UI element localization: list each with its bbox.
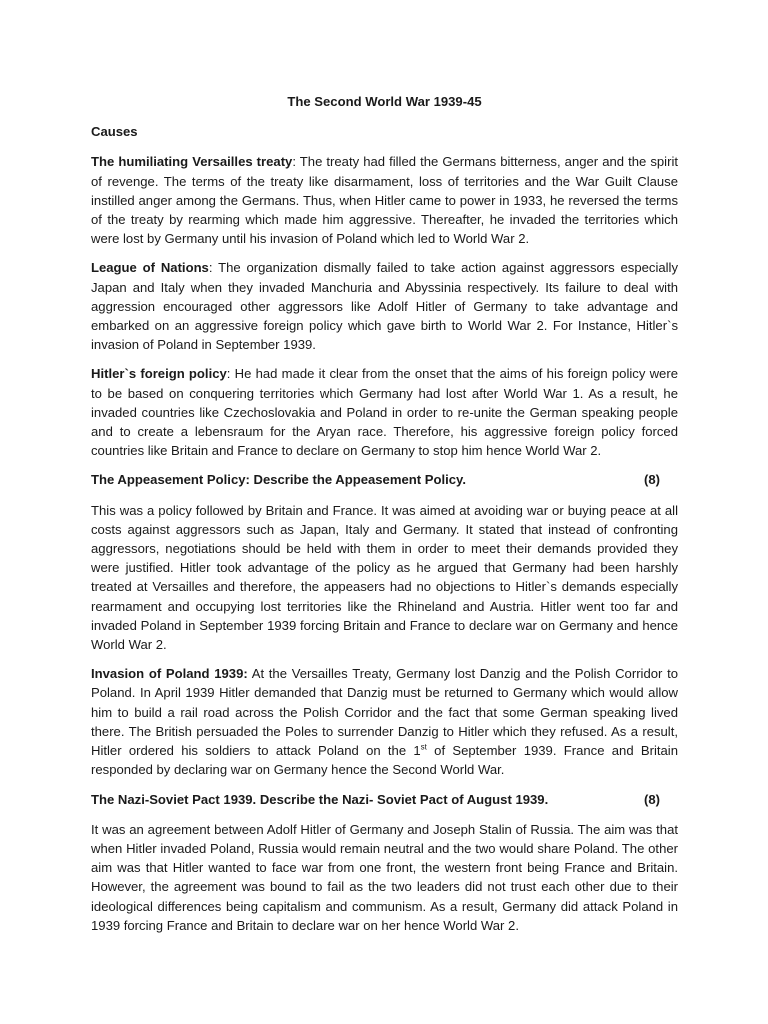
body-versailles: : The treaty had filled the Germans bitterness, anger and the spirit of revenge. The terms of the treaty like disarmament, loss of territories and the War Guilt Clause instilled anger among the Germans. Thus, when Hitler came to power in 1933, he reversed the terms of the treaty by rearming which made him aggressive. Thereafter, he invaded the territories which were lost by Germany until his invasion of Poland which led to World War 2. (91, 154, 678, 247)
paragraph-versailles (91, 152, 678, 248)
lead-versailles: The humiliating Versailles treaty (91, 154, 293, 170)
causes-heading: Causes (91, 124, 138, 140)
body-poland-a: At the Versailles Treaty, Germany lost Danzig and the Polish Corridor to Poland. In April 1939 Hitler demanded that Danzig must be returned to Germany which would allow him to build a rail road across the Polish Corridor and the fact that some German speaking lived there. The British persuaded the Poles to surrender Danzig to Hitler which they refused. As a result, Hitler ordered his soldiers to attack Poland on the 1 (91, 666, 679, 759)
question-nazi-soviet (91, 790, 678, 809)
document-page (91, 92, 678, 945)
lead-foreign-policy: Hitler`s foreign policy (91, 366, 227, 382)
paragraph-nazi-soviet: It was an agreement between Adolf Hitler of Germany and Joseph Stalin of Russia. The aim was that when Hitler invaded Poland, Russia would remain neutral and the two would share Poland. The other aim was that Hitler wanted to face war from one front, the western front being France and Britain. However, the agreement was bound to fail as the two leaders did not trust each other due to their ideological differences being capitalism and communism. As a result, Germany did attack Poland in 1939 forcing France and Britain to declare war on her hence World War 2. (91, 821, 678, 933)
body-foreign-policy: : He had made it clear from the onset that the aims of his foreign policy were to be based on conquering territories which Germany had lost after World War 1. As a result, he invaded countries like Czechoslovakia and Poland in order to re-unite the German speaking people and to create a lebensraum for the Aryan race. Therefore, his aggressive foreign policy forced countries like Britain and France to declare on Germany to stop him hence World War 2. (91, 366, 678, 459)
ordinal-suffix: st (420, 742, 427, 752)
body-poland-b: of September 1939. France and Britain responded by declaring war on Germany hence the Second World War. (91, 743, 678, 778)
body-league: : The organization dismally failed to take action against aggressors especially Japan and Italy when they invaded Manchuria and Abyssinia respectively. Its failure to deal with aggression encouraged other aggressors like Adolf Hitler of Germany to take advantage and embarked on an aggressive foreign policy which gave birth to World War 2. For Instance, Hitler`s invasion of Poland in September 1939. (91, 260, 679, 353)
paragraph-poland (91, 664, 678, 779)
question-appeasement-text: The Appeasement Policy: Describe the Appeasement Policy. (91, 472, 466, 488)
paragraph-foreign-policy (91, 364, 678, 460)
paragraph-league (91, 258, 678, 354)
document-title: The Second World War 1939-45 (287, 94, 482, 109)
question-nazi-soviet-marks: (8) (643, 791, 660, 807)
paragraph-appeasement: This was a policy followed by Britain and France. It was aimed at avoiding war or buying peace at all costs against aggressors such as Japan, Italy and Germany. It stated that instead of confronting aggressors, negotiations should be held with them in order to meet their demands provided they were justified. Hitler took advantage of the policy as he argued that Germany had been harshly treated at Versailles and therefore, the appeasers had no objections to Hitler`s demands especially rearmament and occupying lost territories like the Rhineland and Austria. Hitler went too far and invaded Poland in September 1939 forcing Britain and France to declare war on Germany and hence World War 2. (91, 502, 678, 653)
lead-poland: Invasion of Poland 1939: (91, 666, 248, 682)
question-appeasement-marks: (8) (643, 472, 660, 488)
lead-league: League of Nations (91, 260, 209, 276)
question-nazi-soviet-text: The Nazi-Soviet Pact 1939. Describe the Nazi- Soviet Pact of August 1939. (91, 791, 549, 807)
question-appeasement (91, 470, 678, 489)
